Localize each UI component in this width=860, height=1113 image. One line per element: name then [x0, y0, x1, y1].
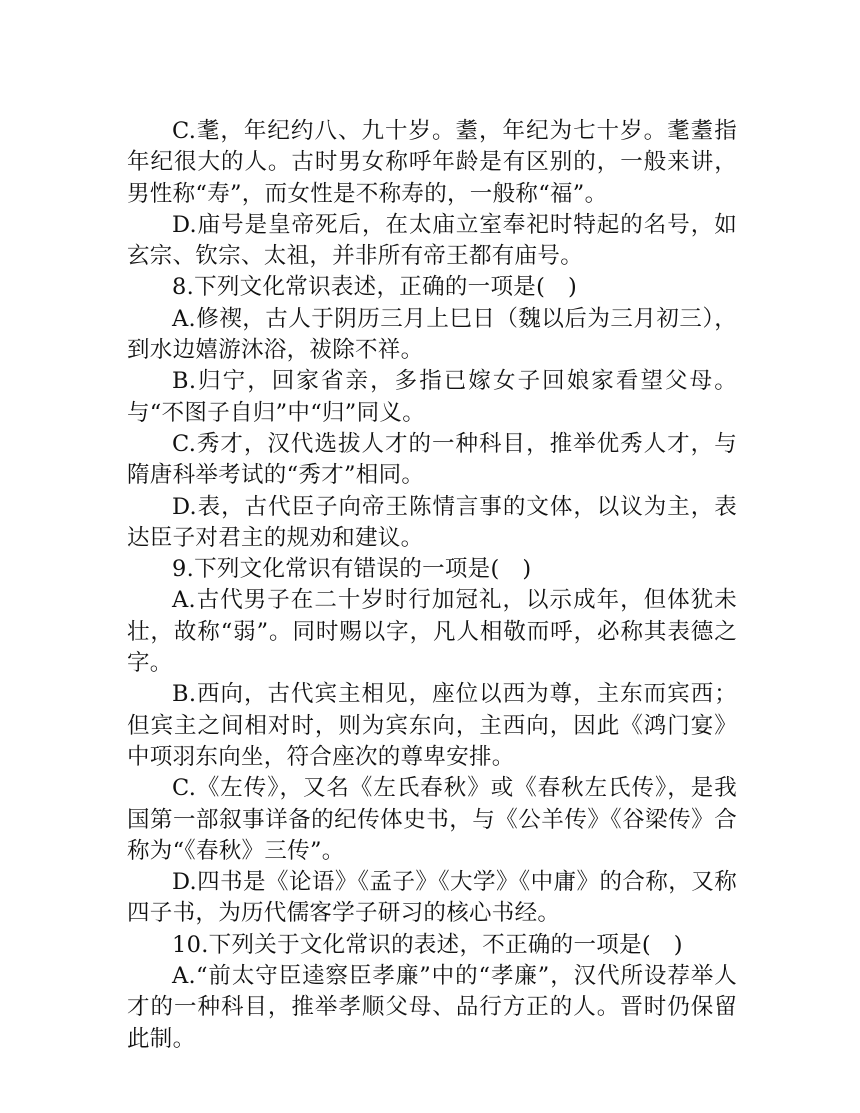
option-d-miaohao: D.庙号是皇帝死后，在太庙立室奉祀时特起的名号，如玄宗、钦宗、太祖，并非所有帝王都有庙号。 [127, 211, 737, 270]
question-10: 10.下列关于文化常识的表述，不正确的一项是( ) [172, 931, 683, 958]
q9-option-a: A.古代男子在二十岁时行加冠礼，以示成年，但体犹未壮，故称“弱”。同时赐以字，凡人相敬而呼，必称其表德之字。 [127, 587, 737, 677]
q9-option-b: B.西向，古代宾主相见，座位以西为尊，主东而宾西；但宾主之间相对时，则为宾东向，主西向，因此《鸿门宴》中项羽东向坐，符合座次的尊卑安排。 [127, 681, 737, 770]
q8-option-a: A.修禊，古人于阴历三月上巳日（魏以后为三月初三），到水边嬉游沐浴，祓除不祥。 [127, 305, 737, 364]
document-page [127, 116, 737, 1055]
q8-option-c: C.秀才，汉代选拔人才的一种科目，推举优秀人才，与隋唐科举考试的“秀才”相同。 [127, 430, 737, 489]
question-9: 9.下列文化常识有错误的一项是( ) [172, 556, 532, 583]
q8-option-d: D.表，古代臣子向帝王陈情言事的文体，以议为主，表达臣子对君主的规劝和建议。 [127, 493, 737, 551]
question-8: 8.下列文化常识表述，正确的一项是( ) [172, 274, 578, 301]
q9-option-d: D.四书是《论语》《孟子》《大学》《中庸》的合称，又称四子书，为历代儒客学子研习的核心书经。 [127, 869, 737, 927]
q9-option-c: C.《左传》，又名《左氏春秋》或《春秋左氏传》，是我国第一部叙事详备的纪传体史书，与《公羊传》《谷梁传》合称为“《春秋》三传”。 [127, 775, 737, 864]
option-c-maodie: C.耄，年纪约八、九十岁。耋，年纪为七十岁。耄耋指年纪很大的人。古时男女称呼年龄是有区别的，一般来讲，男性称“寿”，而女性是不称寿的，一般称“福”。 [127, 118, 737, 207]
q8-option-b: B.归宁，回家省亲，多指已嫁女子回娘家看望父母。与“不图子自归”中“归”同义。 [127, 368, 737, 426]
q10-option-a: A.“前太守臣逵察臣孝廉”中的“孝廉”，汉代所设荐举人才的一种科目，推举孝顺父母、品行方正的人。晋时仍保留此制。 [127, 963, 737, 1052]
